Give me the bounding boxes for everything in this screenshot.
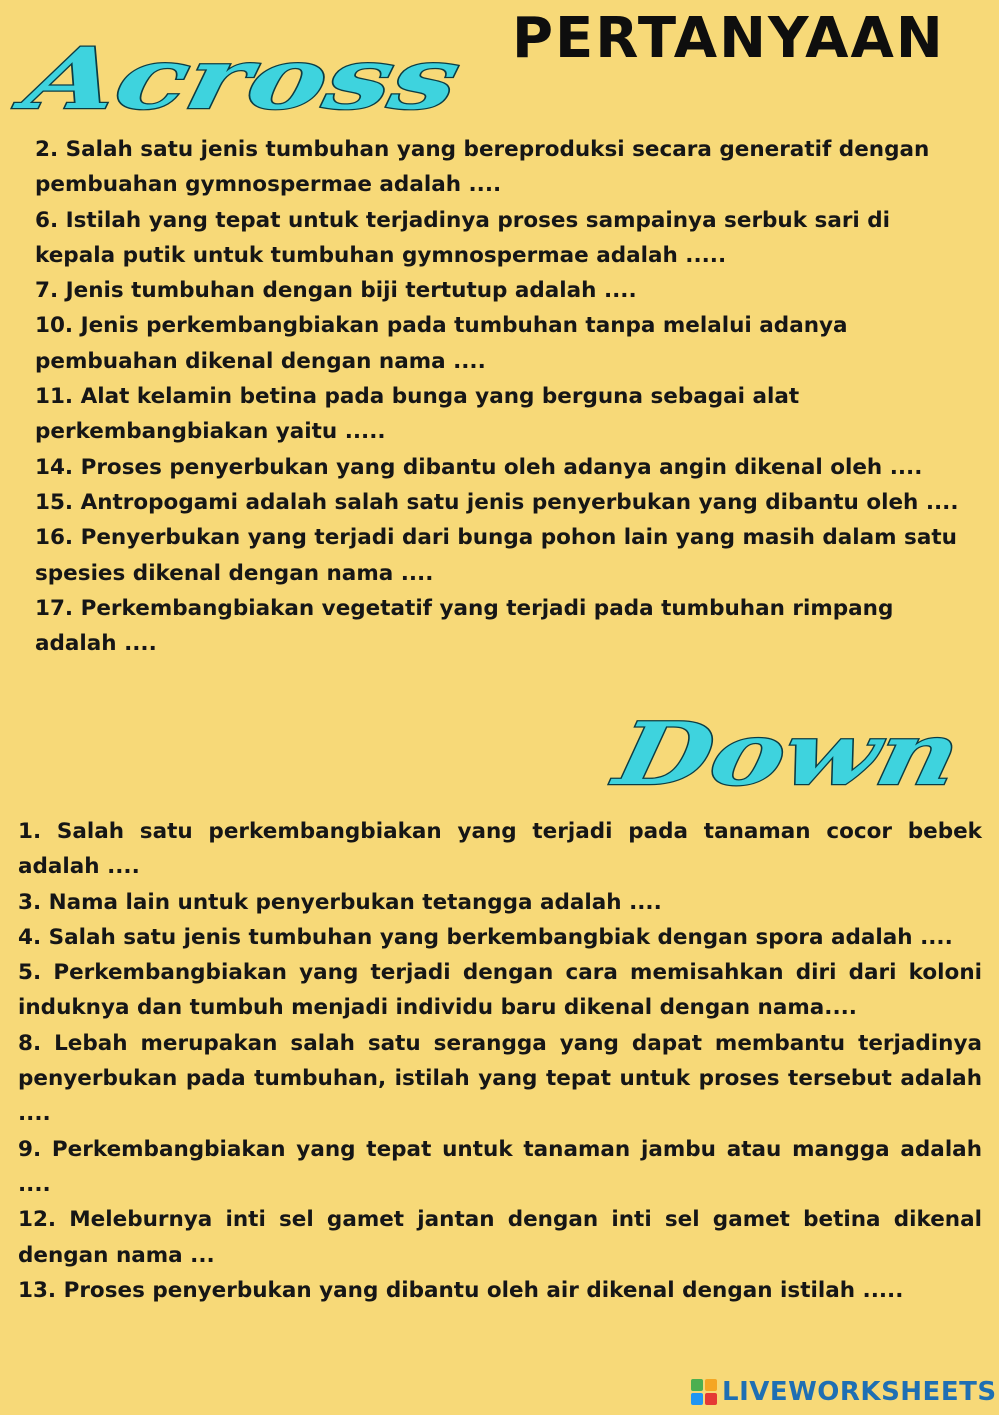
down-clue: 5. Perkembangbiakan yang terjadi dengan cara memisahkan diri dari koloni induknya dan tumbuh menjadi individu baru dikenal dengan nama.... — [18, 960, 982, 1021]
across-clue: 15. Antropogami adalah salah satu jenis penyerbukan yang dibantu oleh .... — [35, 489, 959, 515]
across-heading — [17, 29, 480, 129]
across-clue: 7. Jenis tumbuhan dengan biji tertutup adalah .... — [35, 278, 637, 304]
down-clue: 4. Salah satu jenis tumbuhan yang berkembangbiak dengan spora adalah .... — [18, 924, 953, 950]
across-clue: 10. Jenis perkembangbiakan pada tumbuhan tanpa melalui adanya pembuahan dikenal dengan nama .... — [35, 313, 848, 374]
down-heading — [605, 702, 980, 812]
down-clue: 1. Salah satu perkembangbiakan yang terjadi pada tanaman cocor bebek adalah .... — [18, 819, 982, 880]
across-clue-list — [35, 132, 960, 661]
down-clue: 12. Meleburnya inti sel gamet jantan dengan inti sel gamet betina dikenal dengan nama ... — [18, 1207, 982, 1268]
liveworksheets-logo-icon — [690, 1378, 718, 1406]
down-clue: 8. Lebah merupakan salah satu serangga yang dapat membantu terjadinya penyerbukan pada tumbuhan, istilah yang tepat untuk proses tersebut adalah .... — [18, 1030, 982, 1127]
down-clue: 9. Perkembangbiakan yang tepat untuk tanaman jambu atau mangga adalah .... — [18, 1136, 982, 1197]
across-clue: 11. Alat kelamin betina pada bunga yang berguna sebagai alat perkembangbiakan yaitu ..... — [35, 384, 800, 445]
down-heading-text: Down — [607, 702, 898, 805]
across-clue: 16. Penyerbukan yang terjadi dari bunga pohon lain yang masih dalam satu spesies dikenal dengan nama .... — [35, 525, 957, 586]
down-clue-list — [18, 814, 982, 1308]
liveworksheets-watermark[interactable] — [690, 1375, 997, 1409]
down-clue: 3. Nama lain untuk penyerbukan tetangga adalah .... — [18, 889, 662, 915]
across-clue: 14. Proses penyerbukan yang dibantu oleh adanya angin dikenal oleh .... — [35, 454, 923, 480]
page-title: PERTANYAAN — [512, 6, 945, 71]
across-clue: 17. Perkembangbiakan vegetatif yang terjadi pada tumbuhan rimpang adalah .... — [35, 595, 894, 657]
across-clue: 6. Istilah yang tepat untuk terjadinya proses sampainya serbuk sari di kepala putik untuk tumbuhan gymnospermae adalah ..... — [35, 207, 891, 268]
watermark-text: LIVEWORKSHEETS — [722, 1377, 997, 1407]
across-clue: 2. Salah satu jenis tumbuhan yang bereproduksi secara generatif dengan pembuahan gymnospermae adalah .... — [35, 137, 930, 198]
across-heading-text: Across — [17, 29, 350, 129]
down-clue: 13. Proses penyerbukan yang dibantu oleh air dikenal dengan istilah ..... — [18, 1277, 904, 1303]
